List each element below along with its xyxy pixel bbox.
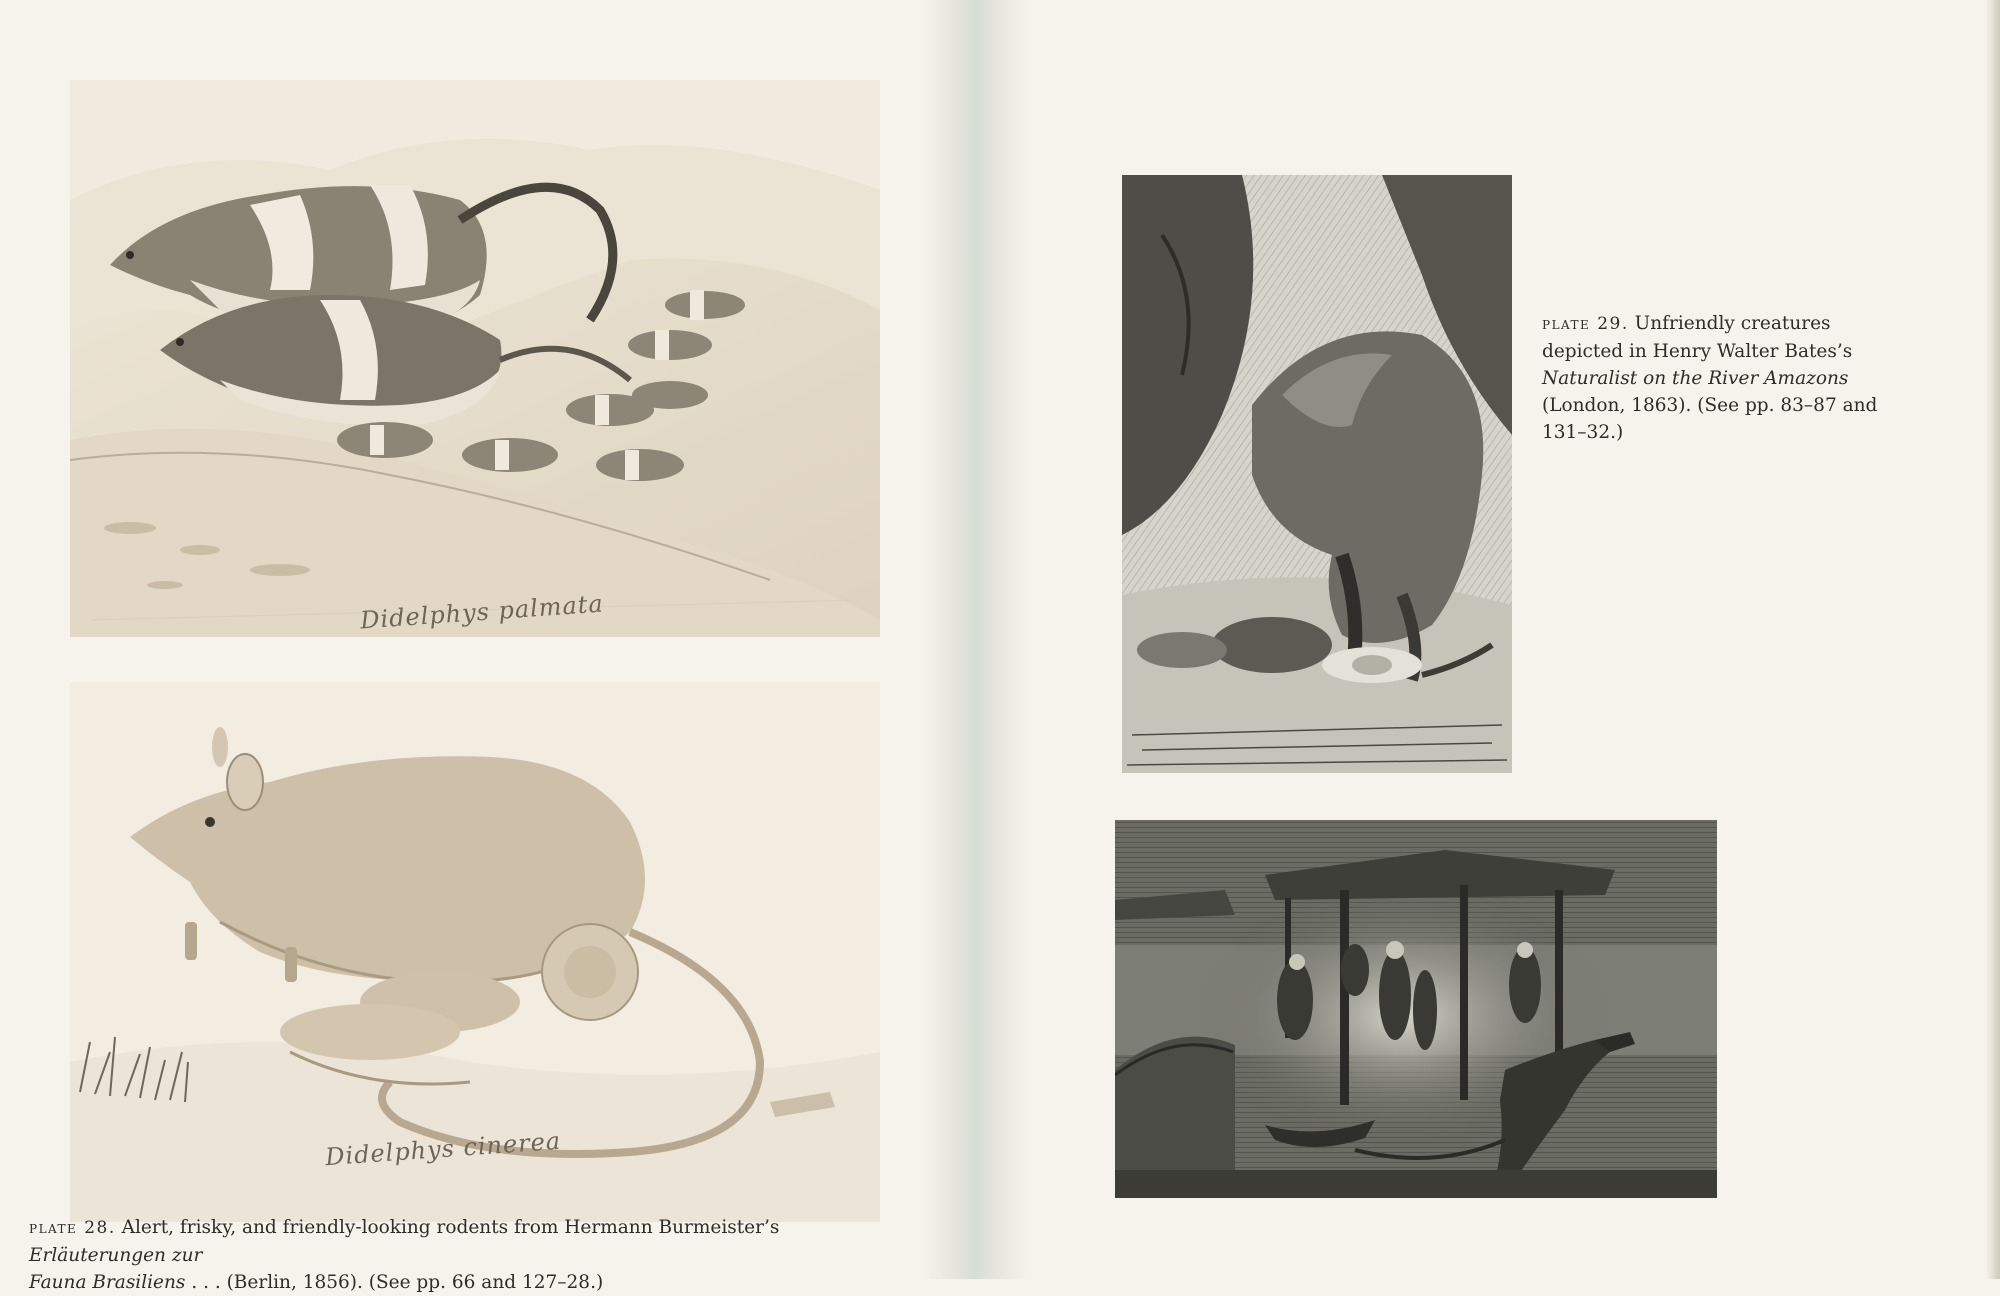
anteater-engraving (1122, 175, 1512, 773)
alligator-camp-engraving (1115, 820, 1717, 1198)
illustration-label-upper: Didelphys palmata (359, 589, 605, 635)
caption-text-end: (London, 1863). (See pp. 83–87 and 131–32.) (1542, 395, 1878, 443)
anteater-illustration (1122, 175, 1512, 773)
book-title: Naturalist on the River Amazons (1542, 368, 1849, 389)
book-gutter (920, 0, 1030, 1279)
page-edge (1986, 0, 2000, 1279)
book-title-continued: Fauna Brasiliens (29, 1272, 186, 1293)
caption-text: Alert, frisky, and friendly-looking rodents from Hermann Burmeister’s (115, 1217, 780, 1238)
opossum-family-illustration (70, 80, 880, 637)
caption-text-end: . . . (Berlin, 1856). (See pp. 66 and 127–28.) (185, 1272, 604, 1293)
plate-29-label: plate 29. (1542, 314, 1629, 334)
plate-28-label: plate 28. (29, 1218, 116, 1238)
illustration-label-lower: Didelphys cinerea (324, 1126, 562, 1172)
book-title: Erläuterungen zur (29, 1245, 203, 1266)
opossum-family-engraving (70, 80, 880, 637)
plate-29-caption (1542, 310, 1882, 446)
plate-28-caption (29, 1214, 889, 1296)
alligator-camp-illustration (1115, 820, 1717, 1198)
caption-text: Unfriendly creatures depicted in Henry Walter Bates’s (1542, 313, 1853, 362)
